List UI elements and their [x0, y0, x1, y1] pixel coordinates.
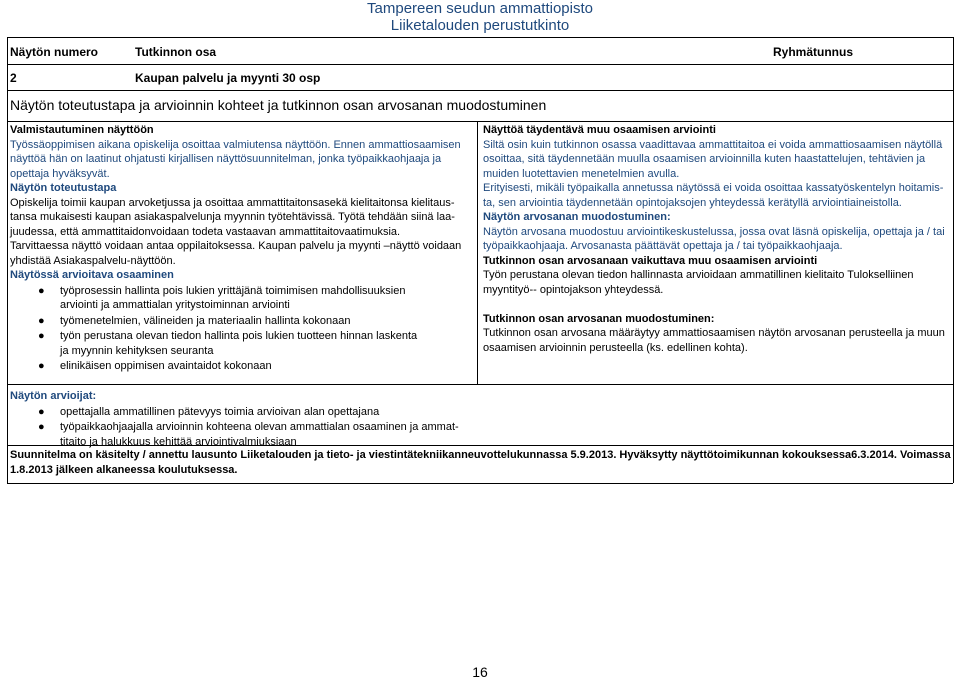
col-group-header: Ryhmätunnus: [773, 45, 854, 59]
approval-line: 1.8.2013 jälkeen alkaneessa koulutuksessa.: [10, 463, 238, 476]
grade-line: työpaikkaohjaaja. Arvosanasta päättävät opettaja ja / tai työpaikkaohjaaja.: [483, 240, 843, 252]
rule: [7, 37, 953, 38]
rule: [477, 121, 478, 384]
supp-line: Erityisesti, mikäli työpaikalla annetussa näytössä ei voida osoittaa kassatyöskentelyn hoitamis-: [483, 182, 944, 194]
supp-line: osoittaa, sitä täydennetään muulla osaamisen arvioinnilla kuten haastattelujen, tehtävien ja: [483, 153, 926, 165]
approval-note: [10, 448, 952, 477]
list-item-text: arviointi ja ammattialan yritystoiminnan arviointi: [60, 299, 290, 311]
bullet-icon: ●: [38, 360, 45, 372]
list-item-text: työprosessin hallinta pois lukien yrittäjänä toimimisen mahdollisuuksien: [60, 284, 406, 297]
grade-title: Näytön arvosanan muodostuminen:: [483, 211, 671, 223]
impl-line: Tarvittaessa näyttö voidaan antaa oppilaitoksessa. Kaupan palvelu ja myynti –näyttö voidaan: [10, 240, 462, 252]
list-item: [10, 284, 475, 313]
approval-line: Suunnitelma on käsitelty / annettu lausunto Liiketalouden ja tieto- ja viestintätekniikanneuvottelukunnassa 5.9.2013. Hyväksytty näyttötoimikunnan kokouksessa6.3.2014. Voimassa: [10, 449, 951, 461]
impl-line: yhdistää Asiakaspalvelu-näyttöön.: [10, 254, 176, 267]
list-item-text: opettajalla ammatillinen pätevyys toimia arvioivan alan opettajana: [60, 405, 380, 418]
bullet-icon: ●: [38, 330, 45, 342]
skills-title: Näytössä arvioitava osaaminen: [10, 269, 174, 281]
list-item: [10, 359, 475, 374]
bullet-icon: ●: [38, 405, 45, 418]
list-item-text: titaito ja halukkuus kehittää arviointivalmiuksiaan: [60, 435, 297, 448]
other-line: myyntityö-- opintojakson yhteydessä.: [483, 283, 664, 296]
rule: [7, 121, 953, 122]
unit-grade-line: osaamisen arvioinnin perusteella (ks. edellinen kohta).: [483, 341, 748, 354]
bullet-icon: ●: [38, 314, 45, 327]
prep-title: Valmistautuminen näyttöön: [10, 124, 154, 136]
rule: [953, 37, 954, 483]
col-unit-header: Tutkinnon osa: [135, 45, 217, 59]
left-column: [10, 123, 475, 374]
rule: [7, 64, 953, 65]
rule: [7, 37, 8, 483]
skills-list: [10, 284, 475, 374]
list-item: [10, 405, 480, 420]
list-item-text: elinikäisen oppimisen avaintaidot kokonaan: [60, 360, 272, 372]
rule: [7, 384, 953, 385]
prep-line: näyttöä hän on laatinut ohjatusti kirjallisen näyttösuunnitelman, jonka työpaikkaohjaaja ja: [10, 153, 442, 165]
spacer: [483, 297, 951, 312]
page-number: 16: [472, 664, 488, 680]
rule: [7, 483, 953, 484]
impl-line: Opiskelija toimii kaupan arvoketjussa ja osoittaa ammattitaitonsasekä kielitaitonsa kielitaus-: [10, 196, 455, 209]
school-name: Tampereen seudun ammattiopisto: [367, 0, 593, 17]
bullet-icon: ●: [38, 284, 45, 297]
demo-number: 2: [10, 71, 17, 85]
assessors-title: Näytön arvioijat:: [10, 390, 97, 402]
rule: [7, 90, 953, 91]
list-item-text: työpaikkaohjaajalla arvioinnin kohteena olevan ammattialan osaaminen ja ammat-: [60, 421, 459, 433]
list-item-text: ja myynnin kehityksen seuranta: [60, 344, 214, 357]
col-number-header: Näytön numero: [10, 45, 99, 59]
section-title: Näytön toteutustapa ja arvioinnin kohteet ja tutkinnon osan arvosanan muodostuminen: [10, 97, 547, 113]
list-item: [10, 314, 475, 329]
list-item: [10, 420, 480, 449]
other-title: Tutkinnon osan arvosanaan vaikuttava muu osaamisen arviointi: [483, 254, 818, 267]
other-line: Työn perustana olevan tiedon hallinnasta arvioidaan ammatillinen kielitaito Tulokselliinen: [483, 269, 914, 281]
assessors-block: [10, 389, 480, 449]
impl-line: juudessa, että ammattitaidonvoidaan todeta vastaavan ammattitaitovaatimuksia.: [10, 225, 401, 238]
prep-line: Työssäoppimisen aikana opiskelija osoittaa valmiutensa näyttöön. Ennen ammattiosaamisen: [10, 138, 461, 151]
supp-line: muiden luotettavien menetelmien avulla.: [483, 167, 680, 180]
list-item: [10, 329, 475, 358]
unit-name: Kaupan palvelu ja myynti 30 osp: [135, 71, 321, 85]
impl-title: Näytön toteutustapa: [10, 182, 117, 194]
supp-line: Siltä osin kuin tutkinnon osassa vaadittavaa ammattitaitoa ei voida ammattiosaamisen näytöllä: [483, 138, 943, 151]
bullet-icon: ●: [38, 421, 45, 433]
list-item-text: työn perustana olevan tiedon hallinta pois lukien tuotteen hinnan laskenta: [60, 330, 418, 342]
unit-grade-line: Tutkinnon osan arvosana määräytyy ammattiosaamisen näytön arvosanan perusteella ja muun: [483, 327, 945, 339]
prep-line: opettaja hyväksyvät.: [10, 167, 110, 180]
list-item-text: työmenetelmien, välineiden ja materiaalin hallinta kokonaan: [60, 314, 351, 327]
degree-name: Liiketalouden perustutkinto: [390, 17, 570, 34]
right-column: [483, 123, 951, 355]
supp-title: Näyttöä täydentävä muu osaamisen arviointi: [483, 124, 716, 136]
impl-line: tansa mukaisesti kaupan asiakaspalvelunja myynnin työtehtävissä. Työtä tehdään siinä laa-: [10, 211, 455, 223]
supp-line: ta, sen arviointia täydennetään opintojaksojen yhteydessä kerätyllä arviointiaineistolla.: [483, 196, 902, 209]
grade-line: Näytön arvosana muodostuu arviointikeskustelussa, jossa ovat läsnä opiskelija, opettaja ja / tai: [483, 225, 945, 238]
assessors-list: [10, 405, 480, 450]
unit-grade-title: Tutkinnon osan arvosanan muodostuminen:: [483, 312, 715, 325]
